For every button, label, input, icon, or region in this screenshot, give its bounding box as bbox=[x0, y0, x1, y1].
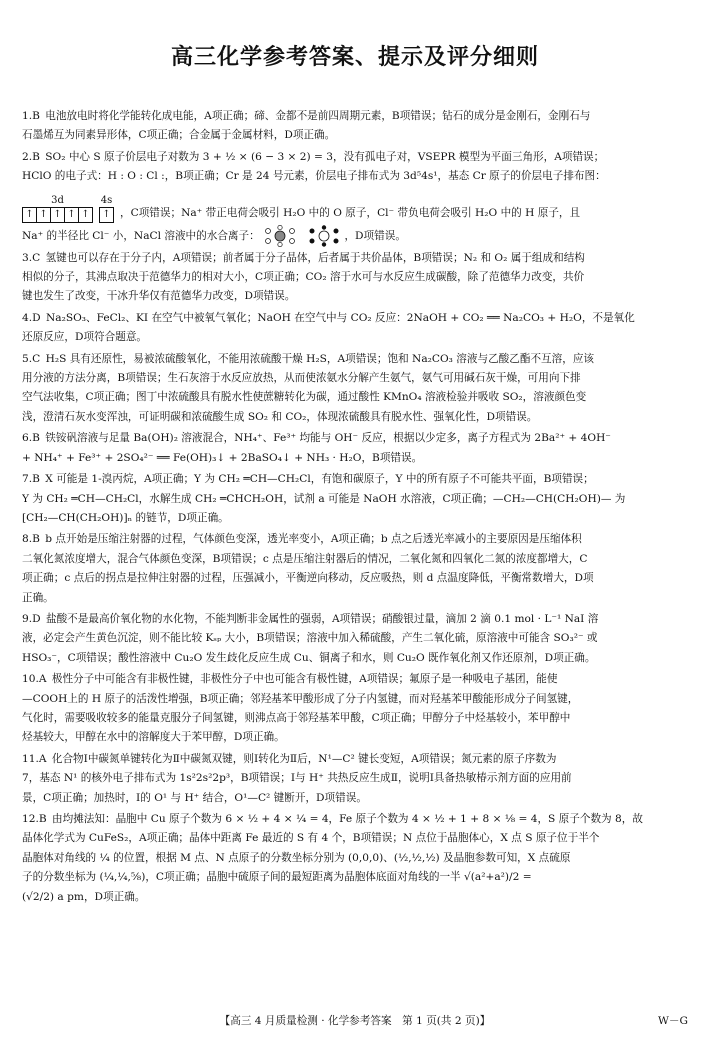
answer-text: 项正确；c 点后的拐点是拉伸注射器的过程，压强减小，平衡逆向移动，反应吸热，则 d 点温度降低，平衡常数增大，D项 bbox=[22, 572, 594, 585]
answer-item-11 bbox=[22, 750, 688, 808]
answer-text: (√2/2) a pm，D项正确。 bbox=[22, 890, 146, 903]
answer-text: 氢键也可以存在于分子内，A项错误；前者属于分子晶体，后者属于共价晶体，B项错误；N₂ 和 O₂ 属于组成和结构 bbox=[45, 251, 585, 264]
answer-item-2 bbox=[22, 148, 688, 247]
answer-text: 7，基态 N¹ 的核外电子排布式为 1s²2s²2p³，B项错误；Ⅰ与 H⁺ 共热反应生成Ⅱ，说明Ⅰ具备热敏椿示剂方面的应用前 bbox=[22, 772, 572, 785]
answer-text: 二氧化氮浓度增大，混合气体颜色变深，B项错误；c 点是压缩注射器后的情况，二氧化氮和四氧化二氮的浓度都增大，C bbox=[22, 552, 588, 565]
hydrated-na-icon bbox=[263, 225, 297, 247]
answer-number: 3.C bbox=[22, 251, 41, 264]
answer-text: + NH₄⁺ + Fe³⁺ + 2SO₄²⁻ ══ Fe(OH)₃↓ + 2BaSO₄↓ + NH₃ · H₂O，B项错误。 bbox=[22, 451, 423, 464]
orbital-box: ↑ bbox=[81, 208, 90, 220]
answer-number: 5.C bbox=[22, 352, 41, 365]
orbital-4s-label: 4s bbox=[100, 194, 113, 206]
answer-text: 还原反应，D项符合题意。 bbox=[22, 331, 148, 344]
answer-text: 由均摊法知：晶胞中 Cu 原子个数为 6 × ½ + 4 × ¼ = 4，Fe 原子个数为 4 × ½ + 1 + 8 × ⅛ = 4，S 原子个数为 8，故 bbox=[52, 813, 643, 825]
answer-text: 石墨烯互为同素异形体，C项正确；合金属于金属材料，D项正确。 bbox=[22, 129, 336, 142]
orbital-box: ↑ bbox=[23, 208, 37, 222]
answer-text: 晶胞体对角线的 ¼ 的位置，根据 M 点、N 点原子的分数坐标分别为 (0,0,0)、(½,½,½) 及晶胞参数可知，X 点硫原 bbox=[22, 851, 571, 864]
answer-text: 子的分数坐标为 (¼,¼,⅝)，C项正确；晶胞中硫原子间的最短距离为晶胞体底面对角线的一半 √(a²+a²)/2 = bbox=[22, 871, 532, 884]
answer-text: b 点开始是压缩注射器的过程，气体颜色变深，透光率变小，A项正确；b 点之后透光率减小的主要原因是压缩体积 bbox=[45, 533, 582, 546]
answer-item-5 bbox=[22, 350, 688, 428]
answer-text: Na⁺ 的半径比 Cl⁻ 小，NaCl 溶液中的水合离子： bbox=[22, 229, 260, 242]
answer-number: 1.B bbox=[22, 110, 40, 122]
answer-text: 空气法收集，C项正确；图丁中浓硫酸具有脱水性使蔗糖转化为碳，通过酸性 KMnO₄ 溶液检验并吸收 SO₂，溶液颜色变 bbox=[22, 391, 587, 404]
answer-text: Na₂SO₃、FeCl₂、KI 在空气中被氧气氧化；NaOH 在空气中与 CO₂ 反应：2NaOH + CO₂ ══ Na₂CO₃ + H₂O，不是氧化 bbox=[45, 311, 635, 324]
answer-text: 铁铵矾溶液与足量 Ba(OH)₂ 溶液混合，NH₄⁺、Fe³⁺ 均能与 OH⁻ 反应，根据以少定多，离子方程式为 2Ba²⁺ + 4OH⁻ bbox=[45, 432, 611, 445]
answer-text: 极性分子中可能含有非极性键，非极性分子中也可能含有极性键，A项错误；氟原子是一种吸电子基团，能使 bbox=[51, 673, 558, 686]
answer-text: 用分液的方法分离，B项错误；生石灰溶于水反应放热，从而使浓氨水分解产生氨气，氨气可用碱石灰干燥，可用向下排 bbox=[22, 372, 581, 385]
answer-number: 4.D bbox=[22, 311, 41, 324]
orbital-3d bbox=[22, 195, 93, 223]
hydrated-ions-figure bbox=[263, 225, 341, 247]
answer-item-9 bbox=[22, 610, 688, 668]
orbital-4s bbox=[99, 195, 114, 223]
answer-text: 化合物Ⅰ中碳氮单键转化为Ⅱ中碳氮双键，则Ⅰ转化为Ⅱ后，N¹—C² 键长变短，A项错误；氮元素的原子序数为 bbox=[51, 752, 557, 765]
answer-text: 晶体化学式为 CuFeS₂，A项正确；晶体中距离 Fe 最近的 S 有 4 个，B项错误；N 点位于晶胞体心，X 点 S 原子位于半个 bbox=[22, 832, 600, 845]
orbital-box: ↑ bbox=[102, 208, 111, 220]
answer-number: 2.B bbox=[22, 150, 40, 163]
answer-text: H₂S 具有还原性，易被浓硫酸氧化，不能用浓硫酸干燥 H₂S，A项错误；饱和 Na₂CO₃ 溶液与乙酸乙酯不互溶，应该 bbox=[45, 352, 595, 365]
answer-item-12 bbox=[22, 810, 688, 907]
answer-text: 盐酸不是最高价氧化物的水化物，不能判断非金属性的强弱，A项错误；硝酸银过量，滴加 2 滴 0.1 mol · L⁻¹ NaI 溶 bbox=[45, 612, 599, 625]
answer-list bbox=[22, 107, 688, 907]
footer-page-info: 【高三 4 月质量检测 · 化学参考答案 第 1 页(共 2 页)】 bbox=[219, 1015, 491, 1027]
answer-text: HSO₃⁻，C项错误；酸性溶液中 Cu₂O 发生歧化反应生成 Cu、铜离子和水，则 Cu₂O 既作氧化剂又作还原剂，D项正确。 bbox=[22, 651, 596, 664]
answer-text: 景，C项正确；加热时，Ⅰ的 O¹ 与 H⁺ 结合，O¹—C² 键断开，D项错误。 bbox=[22, 791, 367, 804]
answer-number: 10.A bbox=[22, 673, 47, 686]
answer-text: 液，必定会产生黄色沉淀，则不能比较 Kₛₚ 大小，B项错误；溶液中加入稀硫酸，产生二氧化硫，原溶液中可能含 SO₃²⁻ 或 bbox=[22, 632, 598, 645]
answer-number: 8.B bbox=[22, 533, 40, 546]
answer-number: 12.B bbox=[22, 813, 47, 825]
page-footer bbox=[22, 1013, 688, 1028]
answer-text: 键也发生了改变，干冰升华仅有范德华力改变，D项错误。 bbox=[22, 290, 296, 303]
hydrated-cl-icon bbox=[307, 225, 341, 247]
answer-number: 9.D bbox=[22, 612, 41, 625]
answer-item-8 bbox=[22, 530, 688, 608]
answer-text: ，C项错误；Na⁺ 带正电荷会吸引 H₂O 中的 O 原子，Cl⁻ 带负电荷会吸引 H₂O 中的 H 原子，且 bbox=[120, 206, 581, 219]
answer-text: HClO 的电子式：H : O : Cl :，B项正确；Cr 是 24 号元素，价层电子排布式为 3d⁵4s¹，基态 Cr 原子的价层电子排布图： bbox=[22, 170, 606, 183]
answer-text: [CH₂—CH(CH₂OH)]ₙ 的链节，D项正确。 bbox=[22, 511, 229, 524]
answer-text: ，D项错误。 bbox=[344, 229, 406, 242]
answer-text: 相似的分子，其沸点取决于范德华力的相对大小，C项正确；CO₂ 溶于水可与水反应生成碳酸，除了范德华力改变，共价 bbox=[22, 271, 585, 284]
orbital-diagram bbox=[22, 189, 688, 223]
page-title: 高三化学参考答案、提示及评分细则 bbox=[170, 45, 539, 70]
answer-item-3 bbox=[22, 249, 688, 307]
answer-number: 6.B bbox=[22, 432, 40, 445]
answer-text: Y 为 CH₂ ═CH—CH₂Cl，水解生成 CH₂ ═CHCH₂OH，试剂 a 可能是 NaOH 水溶液，C项正确；—CH₂—CH(CH₂OH)— 为 bbox=[22, 492, 626, 505]
answer-item-10 bbox=[22, 670, 688, 748]
answer-item-6 bbox=[22, 429, 688, 468]
answer-item-1 bbox=[22, 107, 688, 146]
footer-code: W－G bbox=[658, 1015, 688, 1027]
answer-text: —COOH上的 H 原子的活泼性增强，B项正确；邻羟基苯甲酸形成了分子内氢键，而对羟基苯甲酸能形成分子间氢键， bbox=[22, 692, 579, 705]
answer-number: 7.B bbox=[22, 473, 40, 486]
orbital-box: ↑ bbox=[37, 208, 51, 222]
answer-text: 电池放电时将化学能转化成电能，A项正确；碲、金都不是前四周期元素，B项错误；钻石的成分是金刚石，金刚石与 bbox=[45, 110, 591, 122]
answer-text: 浅，澄清石灰水变浑浊，可证明碳和浓硫酸生成 SO₂ 和 CO₂，体现浓硫酸具有脱水性、强氧化性，D项错误。 bbox=[22, 410, 538, 423]
orbital-3d-label: 3d bbox=[51, 194, 64, 206]
orbital-box: ↑ bbox=[65, 208, 79, 222]
answer-item-7 bbox=[22, 470, 688, 528]
answer-text: 气化时，需要吸收较多的能量克服分子间氢键，则沸点高于邻羟基苯甲酸，C项正确；甲醇分子中烃基较小，苯甲醇中 bbox=[22, 711, 571, 724]
answer-text: SO₂ 中心 S 原子价层电子对数为 3 + ½ × (6 − 3 × 2) = 3，没有孤电子对，VSEPR 模型为平面三角形，A项错误； bbox=[45, 150, 605, 163]
orbital-box: ↑ bbox=[51, 208, 65, 222]
answer-text: X 可能是 1-溴丙烷，A项正确；Y 为 CH₂ ═CH—CH₂Cl，有饱和碳原子，Y 中的所有原子不可能共平面，B项错误； bbox=[45, 473, 594, 486]
answer-text: 正确。 bbox=[22, 591, 54, 604]
answer-item-4 bbox=[22, 309, 688, 348]
answer-number: 11.A bbox=[22, 752, 47, 765]
answer-text: 烃基较大，甲醇在水中的溶解度大于苯甲醇，D项正确。 bbox=[22, 731, 285, 744]
